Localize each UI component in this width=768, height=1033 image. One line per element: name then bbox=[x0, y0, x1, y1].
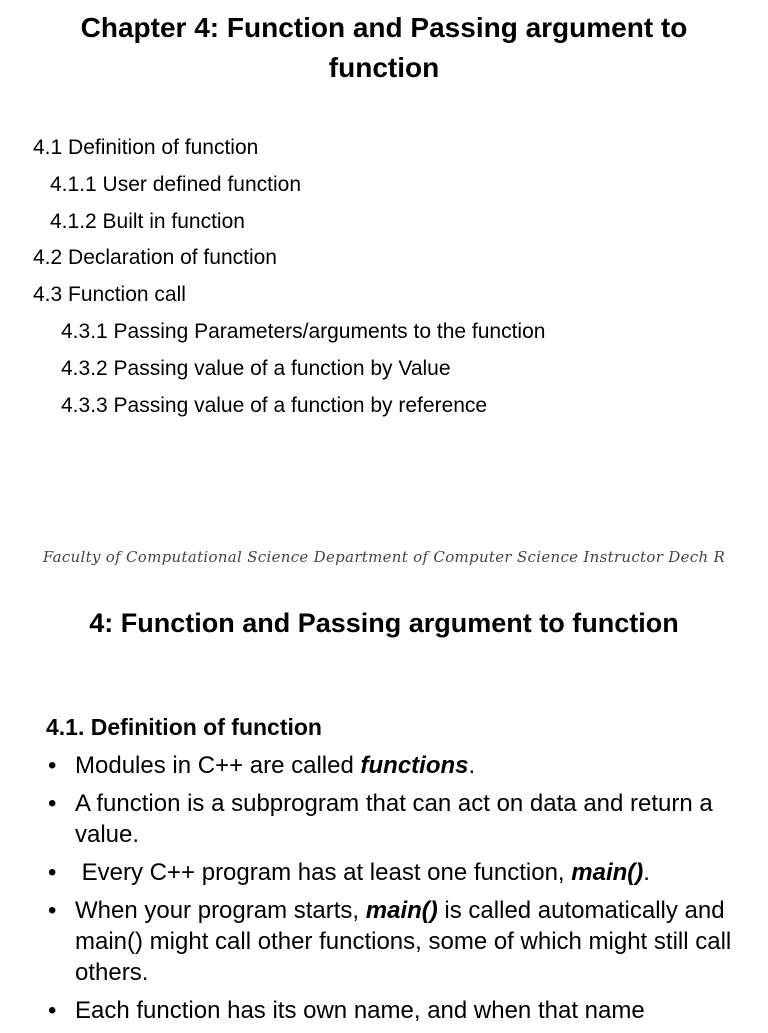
toc-item: 4.2 Declaration of function bbox=[33, 246, 277, 270]
chapter-title: Chapter 4: Function and Passing argument to function bbox=[80, 12, 688, 83]
toc-item: 4.1.1 User defined function bbox=[50, 172, 301, 196]
bullet-item bbox=[75, 895, 735, 988]
bullet-text: A function is a subprogram that can act on data and return a value. bbox=[75, 790, 713, 848]
toc-item: 4.1.2 Built in function bbox=[50, 209, 245, 233]
bullet-text: When your program starts, bbox=[75, 897, 366, 924]
toc-item: 4.1 Definition of function bbox=[33, 136, 259, 159]
emphasized-term: main() bbox=[571, 859, 644, 886]
bullet-text: Each function has its own name, and when that name bbox=[75, 997, 645, 1024]
emphasized-term: functions bbox=[360, 752, 469, 779]
bullet-text: . bbox=[468, 752, 476, 779]
bullet-item bbox=[75, 750, 735, 781]
bullet-text: Every C++ program has at least one function, bbox=[75, 859, 572, 886]
bullet-item bbox=[75, 857, 735, 888]
slide-2 bbox=[0, 590, 768, 1024]
section-title: 4: Function and Passing argument to function bbox=[89, 608, 679, 638]
bullet-list bbox=[75, 750, 735, 1033]
toc-item: 4.3.2 Passing value of a function by Value bbox=[61, 356, 451, 380]
toc-item: 4.3.1 Passing Parameters/arguments to the function bbox=[61, 319, 546, 343]
slide-footer: Faculty of Computational Science Department of Computer Science Instructor Dech R bbox=[42, 548, 726, 566]
bullet-item bbox=[75, 995, 735, 1026]
bullet-text: Modules in C++ are called bbox=[75, 752, 361, 779]
table-of-contents bbox=[33, 130, 545, 424]
subsection-heading: 4.1. Definition of function bbox=[46, 714, 322, 740]
bullet-text: . bbox=[643, 859, 650, 886]
emphasized-term: main() bbox=[365, 897, 438, 924]
toc-item: 4.3 Function call bbox=[33, 283, 186, 307]
bullet-text: is called automatically and main() might call other functions, some of which might still call others. bbox=[75, 897, 732, 986]
bullet-item bbox=[75, 788, 735, 850]
toc-item: 4.3.3 Passing value of a function by reference bbox=[61, 393, 488, 417]
